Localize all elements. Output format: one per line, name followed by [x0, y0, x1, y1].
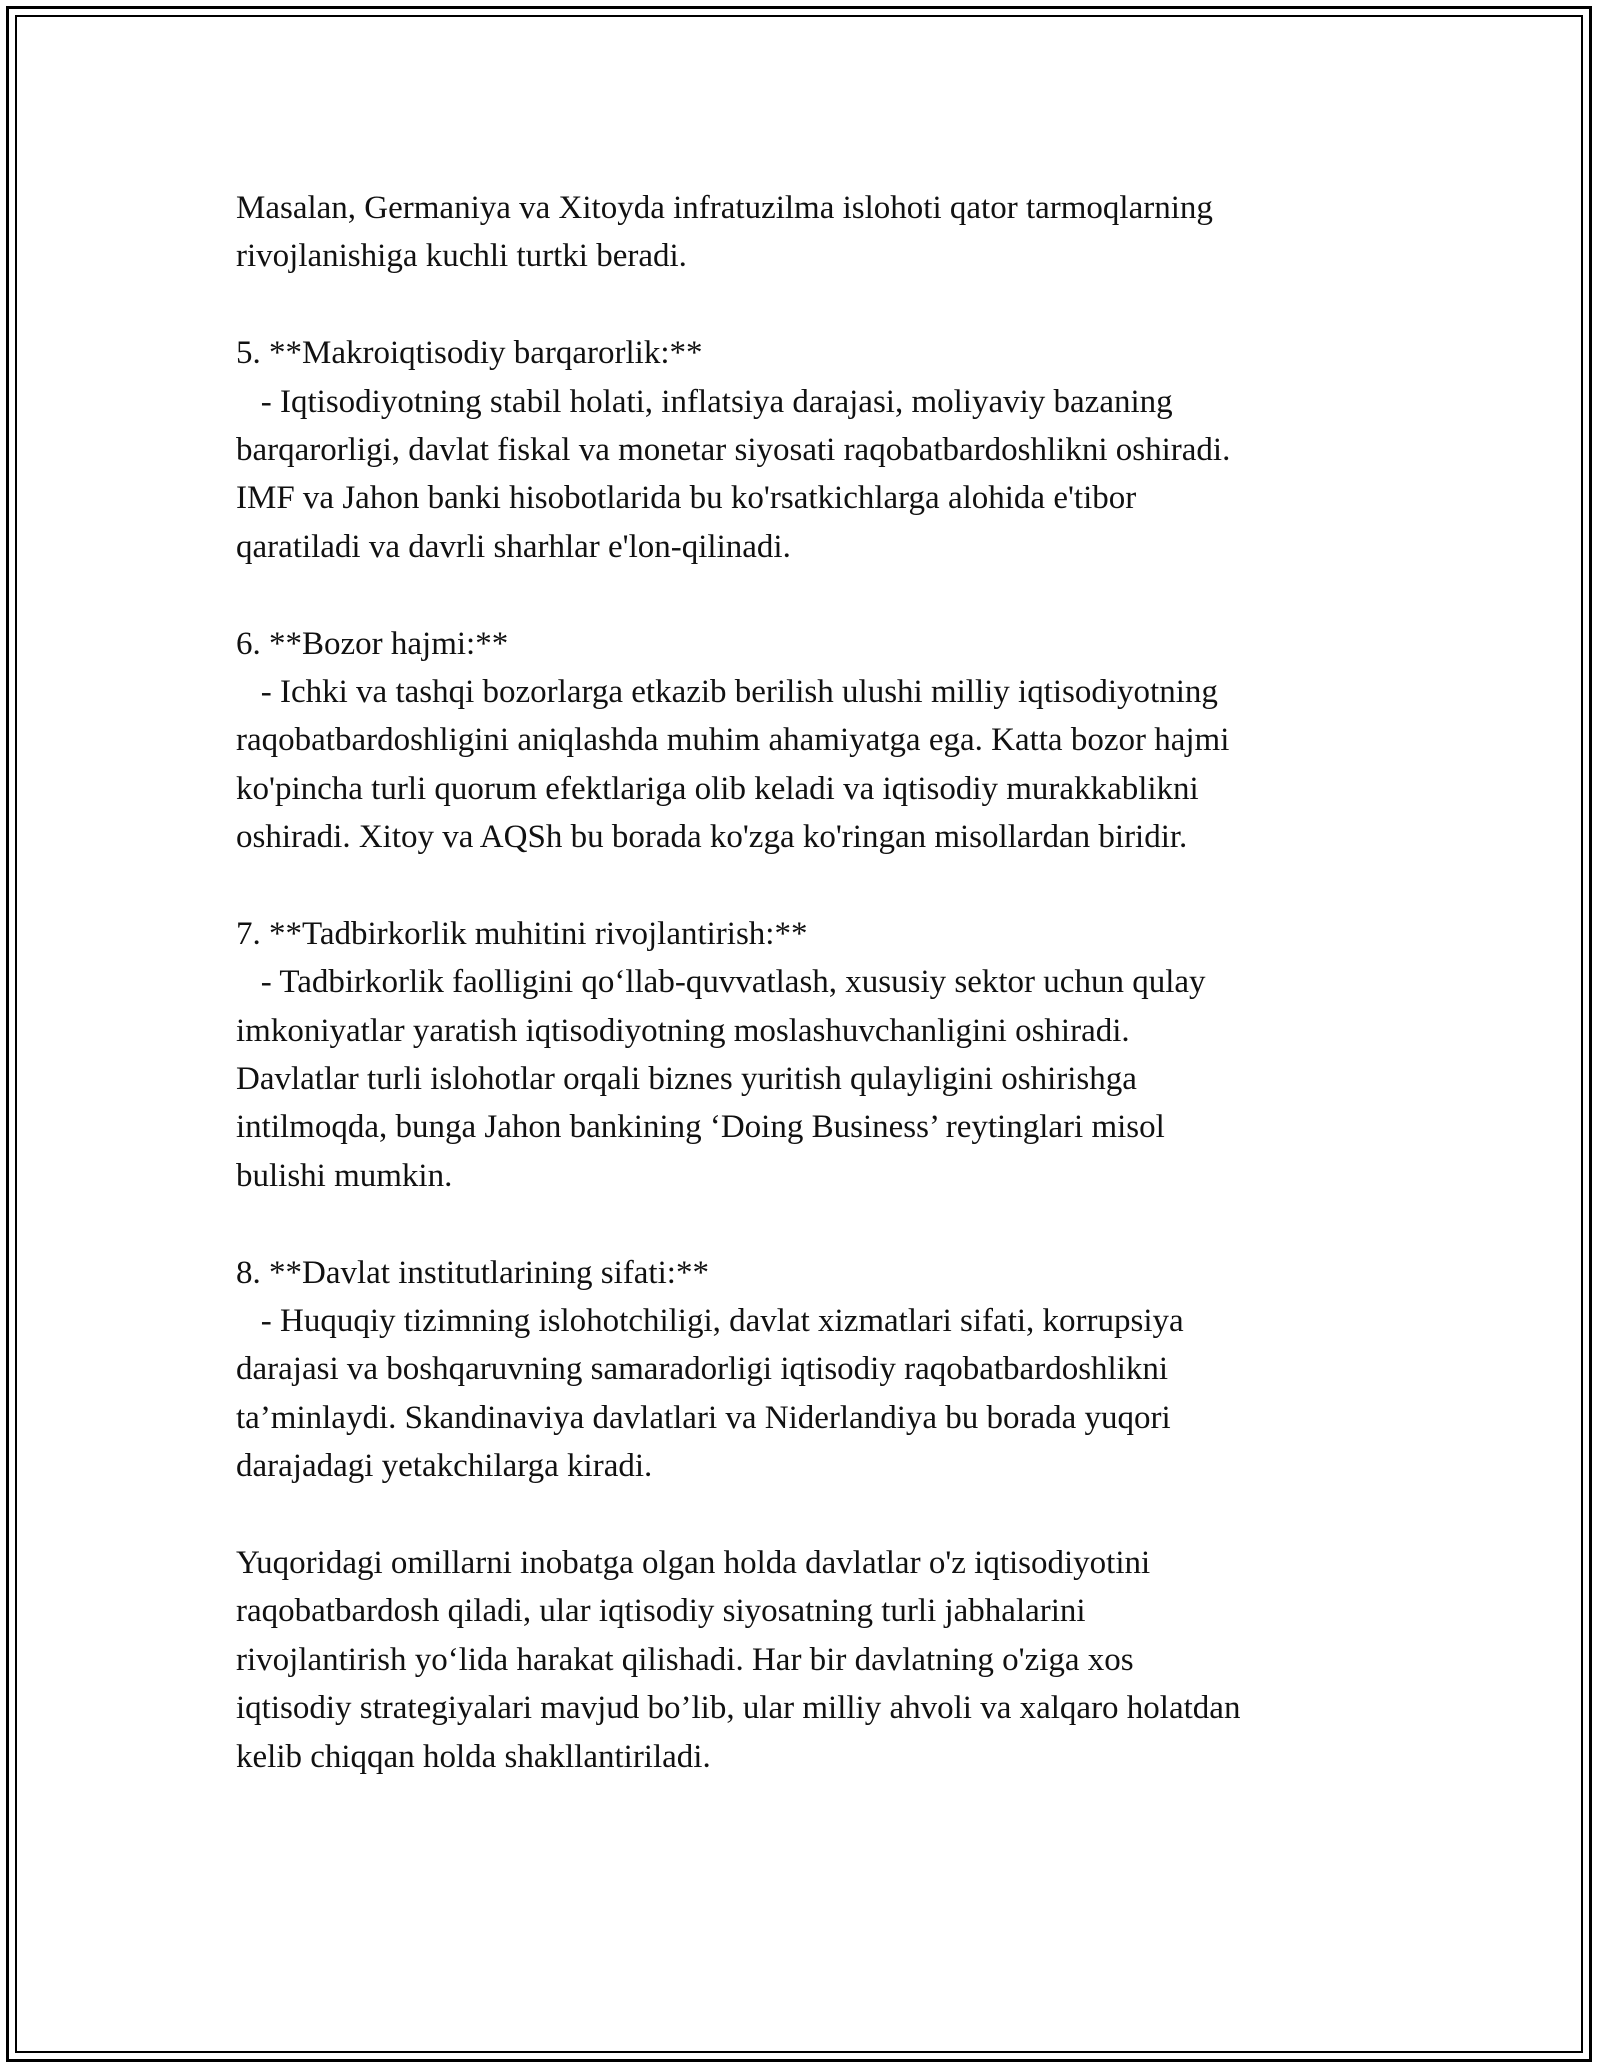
section-heading: 8. **Davlat institutlarining sifati:** — [236, 1254, 709, 1291]
section-5-macroeconomic-stability — [236, 329, 1416, 571]
section-heading: 5. **Makroiqtisodiy barqarorlik:** — [236, 335, 703, 372]
section-6-market-size — [236, 620, 1416, 862]
text-line: ko'pincha turli quorum efektlariga olib keladi va iqtisodiy murakkablikni — [236, 770, 1199, 807]
text-line: qaratiladi va davrli sharhlar e'lon-qilinadi. — [236, 528, 791, 565]
text-line: imkoniyatlar yaratish iqtisodiyotning moslashuvchanligini oshiradi. — [236, 1012, 1130, 1049]
section-8-institution-quality — [236, 1249, 1416, 1491]
text-line: kelib chiqqan holda shakllantiriladi. — [236, 1738, 711, 1775]
paragraph-spacer — [236, 281, 1416, 329]
text-line: oshiradi. Xitoy va AQSh bu borada ko'zga ko'ringan misollardan biridir. — [236, 819, 1188, 856]
text-line: Davlatlar turli islohotlar orqali biznes yuritish qulayligini oshirishga — [236, 1061, 1137, 1098]
paragraph-spacer — [236, 861, 1416, 909]
text-line: barqarorligi, davlat fiskal va monetar siyosati raqobatbardoshlikni oshiradi. — [236, 431, 1231, 468]
text-line: rivojlanishiga kuchli turtki beradi. — [236, 238, 687, 275]
text-line: - Tadbirkorlik faolligini qo‘llab-quvvatlash, xususiy sektor uchun qulay — [236, 964, 1206, 1001]
paragraph-spacer — [236, 571, 1416, 619]
text-line: rivojlantirish yo‘lida harakat qilishadi. Har bir davlatning o'ziga xos — [236, 1641, 1134, 1678]
section-7-business-environment — [236, 910, 1416, 1200]
document-body — [236, 184, 1416, 1781]
text-line: Masalan, Germaniya va Xitoyda infratuzilma islohoti qator tarmoqlarning — [236, 190, 1213, 226]
text-line: - Huquqiy tizimning islohotchiligi, davlat xizmatlari sifati, korrupsiya — [236, 1302, 1184, 1339]
paragraph-spacer — [236, 1200, 1416, 1248]
text-line: IMF va Jahon banki hisobotlarida bu ko'rsatkichlarga alohida e'tibor — [236, 480, 1137, 517]
text-line: raqobatbardoshligini aniqlashda muhim ahamiyatga ega. Katta bozor hajmi — [236, 722, 1230, 759]
text-line: iqtisodiy strategiyalari mavjud bo’lib, ular milliy ahvoli va xalqaro holatdan — [236, 1690, 1241, 1727]
paragraph-conclusion — [236, 1539, 1416, 1781]
section-heading: 6. **Bozor hajmi:** — [236, 625, 509, 662]
paragraph-spacer — [236, 1491, 1416, 1539]
text-line: intilmoqda, bunga Jahon bankining ‘Doing Business’ reytinglari misol — [236, 1109, 1165, 1146]
text-line: - Iqtisodiyotning stabil holati, inflatsiya darajasi, moliyaviy bazaning — [236, 383, 1173, 420]
text-line: raqobatbardosh qiladi, ular iqtisodiy siyosatning turli jabhalarini — [236, 1593, 1086, 1630]
text-line: - Ichki va tashqi bozorlarga etkazib berilish ulushi milliy iqtisodiyotning — [236, 673, 1218, 710]
text-line: ta’minlaydi. Skandinaviya davlatlari va Niderlandiya bu borada yuqori — [236, 1399, 1171, 1436]
text-line: darajadagi yetakchilarga kiradi. — [236, 1448, 653, 1485]
section-heading: 7. **Tadbirkorlik muhitini rivojlantirish:** — [236, 915, 808, 952]
text-line: darajasi va boshqaruvning samaradorligi iqtisodiy raqobatbardoshlikni — [236, 1351, 1169, 1388]
text-line: Yuqoridagi omillarni inobatga olgan holda davlatlar o'z iqtisodiyotini — [236, 1544, 1151, 1581]
paragraph-intro — [236, 184, 1416, 281]
text-line: bulishi mumkin. — [236, 1157, 453, 1194]
